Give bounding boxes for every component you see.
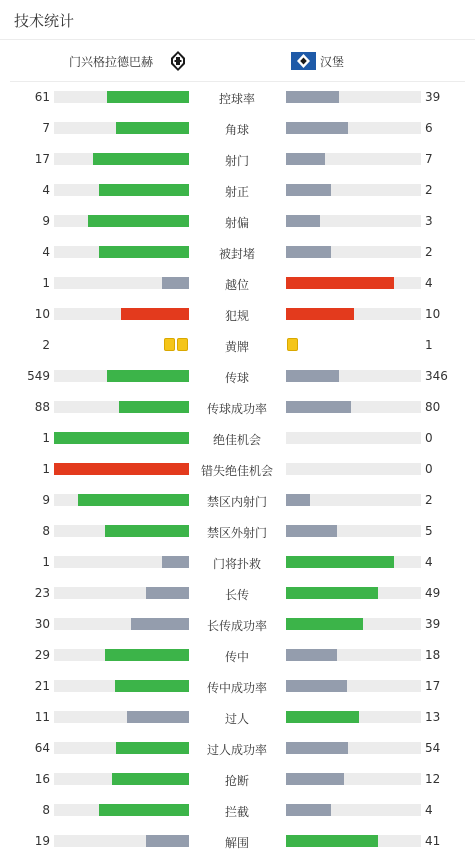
- stat-row: [0, 175, 475, 206]
- home-stat-value: 1: [42, 462, 50, 476]
- away-stat-bar: [286, 153, 325, 165]
- home-stat-bar-track: [54, 835, 189, 847]
- stat-label: 被封堵: [218, 247, 255, 261]
- away-stat-value: 18: [425, 648, 441, 662]
- home-team-name: 门兴格拉德巴赫: [68, 55, 153, 69]
- stat-row: [0, 764, 475, 795]
- yellow-card-icon: [287, 338, 298, 351]
- home-stat-bar: [112, 773, 189, 785]
- home-stat-bar: [162, 556, 189, 568]
- home-stat-bar: [105, 525, 189, 537]
- home-yellow-cards: [163, 338, 189, 351]
- home-stat-bar: [54, 463, 189, 475]
- away-stat-bar-track: [286, 401, 421, 413]
- home-stat-bar: [146, 835, 189, 847]
- home-stat-bar-track: [54, 277, 189, 289]
- stat-row: [0, 516, 475, 547]
- away-stat-bar-track: [286, 91, 421, 103]
- home-team-logo-icon: [170, 50, 186, 72]
- away-stat-bar-track: [286, 308, 421, 320]
- home-stat-value: 10: [34, 307, 50, 321]
- home-stat-value: 17: [34, 152, 50, 166]
- stat-label: 传中成功率: [206, 681, 267, 695]
- stat-label: 禁区外射门: [206, 526, 267, 540]
- home-stat-bar: [131, 618, 189, 630]
- away-stat-bar: [286, 401, 351, 413]
- away-stat-bar-track: [286, 370, 421, 382]
- stat-label: 射偏: [224, 216, 249, 230]
- stat-label: 传球成功率: [206, 402, 267, 416]
- away-team-name: 汉堡: [320, 55, 345, 69]
- home-stat-bar-track: [54, 184, 189, 196]
- stat-row: [0, 392, 475, 423]
- home-stat-bar-track: [54, 680, 189, 692]
- away-stat-bar: [286, 711, 359, 723]
- stat-row: [0, 361, 475, 392]
- home-stat-value: 1: [42, 276, 50, 290]
- home-stat-bar-track: [54, 91, 189, 103]
- away-stat-value: 39: [425, 90, 441, 104]
- away-stat-bar-track: [286, 525, 421, 537]
- home-stat-value: 7: [42, 121, 50, 135]
- home-stat-value: 8: [42, 803, 50, 817]
- away-stat-bar: [286, 246, 331, 258]
- home-stat-bar: [121, 308, 189, 320]
- away-stat-bar-track: [286, 277, 421, 289]
- away-stat-bar: [286, 804, 331, 816]
- away-stat-value: 12: [425, 772, 441, 786]
- away-stat-value: 41: [425, 834, 441, 848]
- home-stat-bar: [93, 153, 189, 165]
- away-stat-bar: [286, 308, 354, 320]
- away-stat-value: 49: [425, 586, 441, 600]
- stat-label: 角球: [224, 123, 249, 137]
- away-stat-bar-track: [286, 432, 421, 444]
- home-stat-bar: [54, 432, 189, 444]
- home-stat-bar: [115, 680, 189, 692]
- away-stat-bar-track: [286, 680, 421, 692]
- home-stat-bar-track: [54, 401, 189, 413]
- home-stat-bar: [127, 711, 189, 723]
- away-stat-bar-track: [286, 649, 421, 661]
- stat-label: 射正: [224, 185, 249, 199]
- home-stat-value: 64: [34, 741, 50, 755]
- page-title: 技术统计: [14, 12, 75, 30]
- stat-row: [0, 547, 475, 578]
- home-stat-bar-track: [54, 370, 189, 382]
- home-stat-bar-track: [54, 463, 189, 475]
- stat-row: [0, 795, 475, 826]
- away-stat-value: 10: [425, 307, 441, 321]
- away-stat-value: 346: [425, 369, 448, 383]
- home-stat-bar-track: [54, 649, 189, 661]
- stat-row: [0, 671, 475, 702]
- home-stat-bar: [99, 184, 189, 196]
- away-stat-bar-track: [286, 587, 421, 599]
- away-stat-bar-track: [286, 556, 421, 568]
- away-stat-bar: [286, 184, 331, 196]
- away-stat-bar-track: [286, 184, 421, 196]
- away-stat-value: 0: [425, 431, 433, 445]
- away-stat-value: 39: [425, 617, 441, 631]
- away-stat-value: 4: [425, 555, 433, 569]
- home-stat-bar: [162, 277, 189, 289]
- home-stat-bar: [88, 215, 189, 227]
- home-stat-value: 88: [34, 400, 50, 414]
- stat-label: 禁区内射门: [206, 495, 267, 509]
- away-stat-bar-track: [286, 153, 421, 165]
- stat-label: 犯规: [224, 309, 249, 323]
- stat-label: 控球率: [218, 92, 255, 106]
- stat-label: 黄牌: [224, 340, 249, 354]
- home-stat-value: 11: [34, 710, 50, 724]
- home-stat-bar: [116, 122, 189, 134]
- stat-row: [0, 144, 475, 175]
- stat-label: 拦截: [224, 805, 249, 819]
- away-stat-value: 0: [425, 462, 433, 476]
- stat-label: 错失绝佳机会: [200, 464, 273, 478]
- home-stat-bar: [146, 587, 189, 599]
- stat-row: [0, 485, 475, 516]
- away-stat-value: 7: [425, 152, 433, 166]
- away-stat-value: 13: [425, 710, 441, 724]
- stat-row: [0, 609, 475, 640]
- home-stat-value: 61: [34, 90, 50, 104]
- away-stat-bar: [286, 680, 347, 692]
- away-stat-value: 17: [425, 679, 441, 693]
- away-stat-bar: [286, 277, 394, 289]
- away-yellow-cards: [286, 338, 299, 351]
- away-stat-bar: [286, 525, 337, 537]
- stat-label: 传中: [224, 650, 249, 664]
- away-stat-bar: [286, 91, 339, 103]
- home-stat-bar-track: [54, 308, 189, 320]
- home-stat-bar-track: [54, 711, 189, 723]
- stat-row: [0, 702, 475, 733]
- home-stat-bar: [119, 401, 189, 413]
- stat-label: 长传: [224, 588, 249, 602]
- away-stat-bar: [286, 773, 344, 785]
- away-stat-bar: [286, 494, 310, 506]
- home-stat-bar-track: [54, 618, 189, 630]
- away-stat-bar: [286, 618, 363, 630]
- stat-row: [0, 640, 475, 671]
- stat-label: 绝佳机会: [212, 433, 261, 447]
- home-stat-value: 2: [42, 338, 50, 352]
- away-stat-bar-track: [286, 494, 421, 506]
- away-stat-value: 4: [425, 803, 433, 817]
- header: [0, 0, 475, 40]
- home-stat-value: 4: [42, 183, 50, 197]
- stat-row: [0, 299, 475, 330]
- home-stat-bar: [107, 91, 189, 103]
- away-stat-value: 80: [425, 400, 441, 414]
- stat-row: [0, 206, 475, 237]
- stat-label: 过人: [224, 712, 249, 726]
- away-stat-bar: [286, 215, 320, 227]
- home-stat-value: 1: [42, 431, 50, 445]
- home-stat-bar-track: [54, 525, 189, 537]
- home-stat-bar: [99, 804, 189, 816]
- home-stat-value: 29: [34, 648, 50, 662]
- stat-row: [0, 113, 475, 144]
- home-stat-value: 16: [34, 772, 50, 786]
- stat-row: [0, 578, 475, 609]
- home-stat-value: 4: [42, 245, 50, 259]
- home-stat-bar-track: [54, 215, 189, 227]
- home-stat-bar-track: [54, 804, 189, 816]
- away-stat-bar-track: [286, 773, 421, 785]
- stat-label: 射门: [224, 154, 249, 168]
- home-stat-value: 23: [34, 586, 50, 600]
- home-stat-bar-track: [54, 432, 189, 444]
- home-stat-bar: [107, 370, 189, 382]
- away-stat-bar: [286, 835, 378, 847]
- away-stat-value: 2: [425, 183, 433, 197]
- stat-label: 过人成功率: [206, 743, 267, 757]
- away-stat-value: 3: [425, 214, 433, 228]
- home-stat-bar: [99, 246, 189, 258]
- away-stat-bar-track: [286, 742, 421, 754]
- home-stat-bar: [116, 742, 189, 754]
- away-team-logo-icon: [291, 52, 316, 70]
- away-stat-bar: [286, 742, 348, 754]
- away-stat-value: 54: [425, 741, 441, 755]
- away-stat-bar: [286, 587, 378, 599]
- away-stat-bar: [286, 649, 337, 661]
- home-stat-value: 30: [34, 617, 50, 631]
- away-stat-bar-track: [286, 463, 421, 475]
- stat-label: 解围: [224, 836, 249, 850]
- away-stat-value: 1: [425, 338, 433, 352]
- home-stat-value: 9: [42, 493, 50, 507]
- away-stat-value: 4: [425, 276, 433, 290]
- home-stat-bar-track: [54, 556, 189, 568]
- home-stat-bar: [78, 494, 189, 506]
- stat-row: [0, 82, 475, 113]
- away-stat-bar: [286, 556, 394, 568]
- away-stat-bar-track: [286, 804, 421, 816]
- home-stat-bar-track: [54, 773, 189, 785]
- stat-label: 传球: [224, 371, 249, 385]
- home-stat-bar-track: [54, 742, 189, 754]
- away-stat-value: 5: [425, 524, 433, 538]
- teams-header: [10, 41, 465, 82]
- stat-row: [0, 330, 475, 361]
- away-stat-bar-track: [286, 835, 421, 847]
- stat-row: [0, 454, 475, 485]
- stat-label: 越位: [224, 278, 249, 292]
- home-stat-value: 8: [42, 524, 50, 538]
- stat-row: [0, 237, 475, 268]
- stat-label: 长传成功率: [206, 619, 267, 633]
- home-stat-bar: [105, 649, 189, 661]
- home-stat-bar-track: [54, 153, 189, 165]
- stat-row: [0, 733, 475, 764]
- stat-row: [0, 826, 475, 857]
- stat-row: [0, 423, 475, 454]
- home-stat-value: 1: [42, 555, 50, 569]
- yellow-card-icon: [177, 338, 188, 351]
- home-stat-value: 9: [42, 214, 50, 228]
- away-stat-bar-track: [286, 246, 421, 258]
- home-stat-value: 549: [27, 369, 50, 383]
- away-stat-value: 6: [425, 121, 433, 135]
- away-stat-bar-track: [286, 711, 421, 723]
- home-stat-bar-track: [54, 246, 189, 258]
- away-stat-bar-track: [286, 122, 421, 134]
- home-stat-bar-track: [54, 122, 189, 134]
- stat-label: 门将扑救: [212, 557, 261, 571]
- stat-label: 抢断: [224, 774, 249, 788]
- away-stat-value: 2: [425, 493, 433, 507]
- yellow-card-icon: [164, 338, 175, 351]
- away-stat-bar-track: [286, 618, 421, 630]
- home-stat-bar-track: [54, 587, 189, 599]
- away-stat-bar-track: [286, 215, 421, 227]
- home-stat-value: 19: [34, 834, 50, 848]
- away-stat-bar: [286, 122, 348, 134]
- home-stat-value: 21: [34, 679, 50, 693]
- away-stat-value: 2: [425, 245, 433, 259]
- home-stat-bar-track: [54, 494, 189, 506]
- away-stat-bar: [286, 370, 339, 382]
- stat-row: [0, 268, 475, 299]
